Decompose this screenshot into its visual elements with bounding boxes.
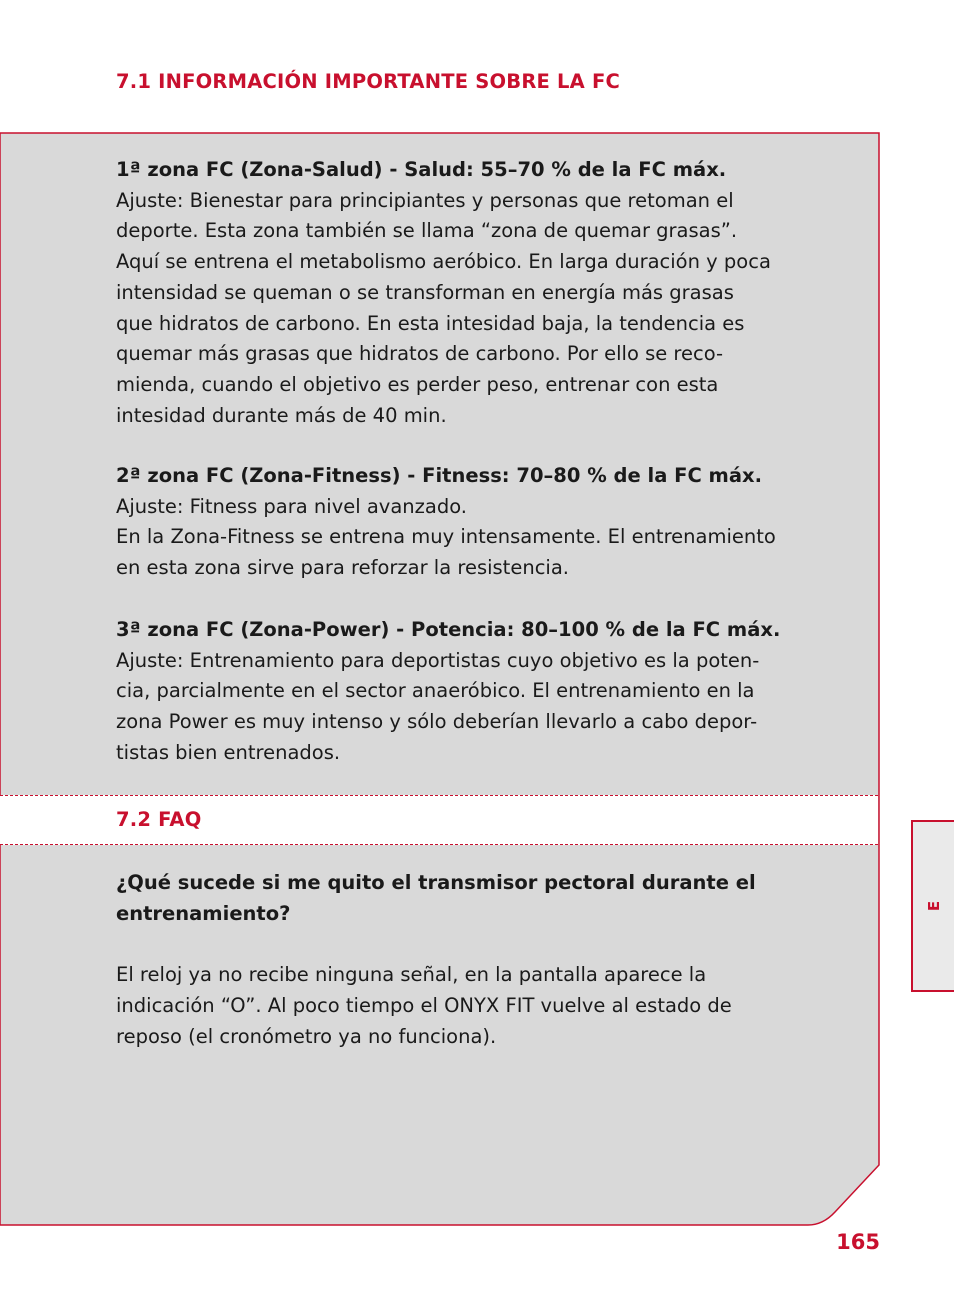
zone-heading: 1ª zona FC (Zona-Salud) - Salud: 55–70 % de la FC máx. (116, 158, 727, 181)
language-tab-label: E (924, 900, 943, 912)
page-number: 165 (836, 1230, 880, 1254)
zone-block-2 (116, 461, 836, 584)
zone-text-line: zona Power es muy intenso y sólo deberían llevarlo a cabo depor- (116, 710, 758, 734)
faq-question-line: entrenamiento? (116, 901, 291, 925)
zone-text-line: quemar más grasas que hidratos de carbono. Por ello se reco- (116, 342, 724, 366)
faq-answer-line: reposo (el cronómetro ya no funciona). (116, 1024, 497, 1048)
zone-text-line: deporte. Esta zona también se llama “zona de quemar grasas”. (116, 219, 738, 243)
zone-text-line: Aquí se entrena el metabolismo aeróbico. En larga duración y poca (116, 250, 771, 274)
zone-heading: 3ª zona FC (Zona-Power) - Potencia: 80–100 % de la FC máx. (116, 618, 781, 641)
zone-heading: 2ª zona FC (Zona-Fitness) - Fitness: 70–80 % de la FC máx. (116, 464, 763, 487)
zone-text-line: Ajuste: Fitness para nivel avanzado. (116, 494, 467, 518)
zone-text-line: En la Zona-Fitness se entrena muy intensamente. El entrenamiento (116, 525, 776, 549)
faq-entry (116, 868, 836, 1052)
faq-question-line: ¿Qué sucede si me quito el transmisor pectoral durante el (116, 871, 756, 894)
zone-text-line: mienda, cuando el objetivo es perder peso, entrenar con esta (116, 372, 719, 396)
faq-answer-line: indicación “O”. Al poco tiempo el ONYX FIT vuelve al estado de (116, 993, 732, 1017)
language-tab (911, 820, 954, 992)
section-title-faq: 7.2 FAQ (116, 808, 202, 831)
zone-text-line: intesidad durante más de 40 min. (116, 403, 447, 427)
zone-text-line: que hidratos de carbono. En esta intesidad baja, la tendencia es (116, 311, 745, 335)
faq-answer-line: El reloj ya no recibe ninguna señal, en la pantalla aparece la (116, 963, 707, 987)
zone-text-line: cia, parcialmente en el sector anaeróbico. El entrenamiento en la (116, 679, 755, 703)
zone-text-line: en esta zona sirve para reforzar la resistencia. (116, 556, 569, 580)
section-title-hr-info: 7.1 INFORMACIÓN IMPORTANTE SOBRE LA FC (116, 70, 620, 93)
zone-text-line: Ajuste: Entrenamiento para deportistas cuyo objetivo es la poten- (116, 648, 760, 672)
zone-block-1 (116, 155, 836, 431)
zone-text-line: tistas bien entrenados. (116, 740, 341, 764)
zone-text-line: intensidad se queman o se transforman en energía más grasas (116, 280, 734, 304)
faq-question (116, 868, 836, 929)
faq-answer (116, 960, 836, 1052)
zone-block-3 (116, 615, 836, 769)
zone-text-line: Ajuste: Bienestar para principiantes y personas que retoman el (116, 188, 734, 212)
